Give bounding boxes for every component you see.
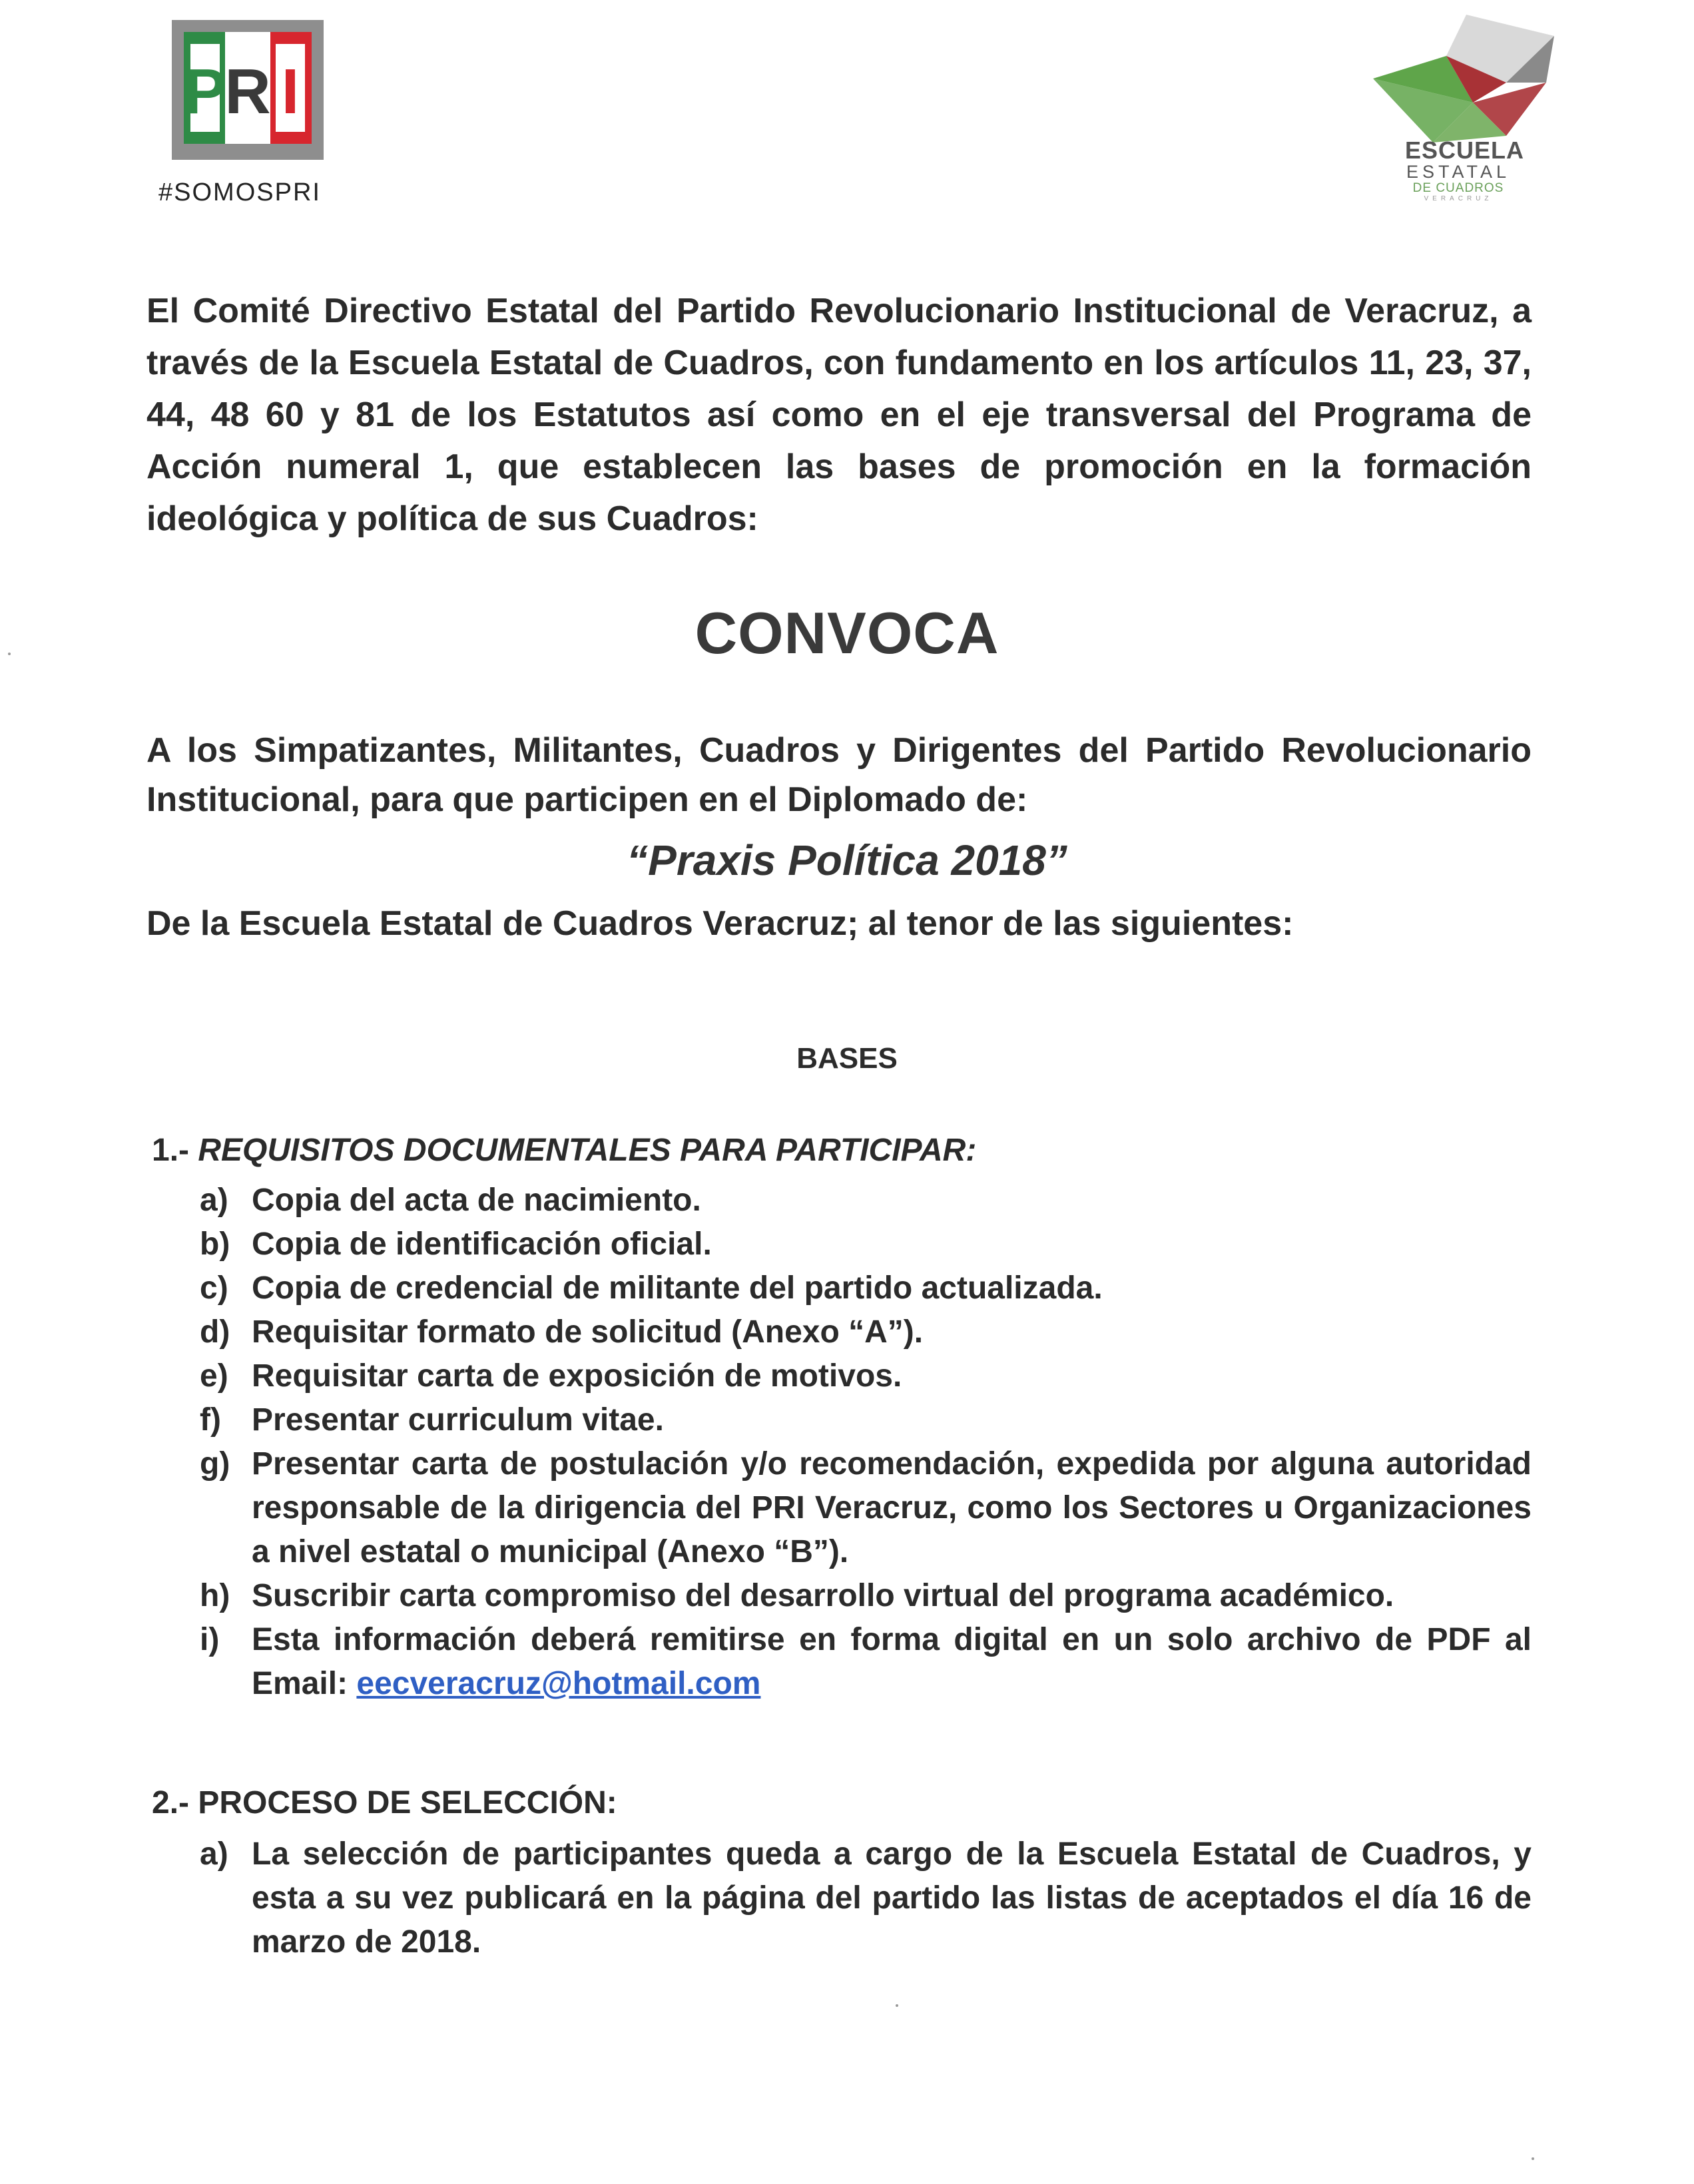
list-item <box>200 1179 1532 1223</box>
svg-text:P: P <box>183 56 227 127</box>
list-item-text: Esta información deberá remitirse en forma digital en un solo archivo de PDF al Email: <box>252 1622 1532 1701</box>
logo-line-escuela: ESCUELA <box>1405 136 1525 164</box>
section-1-title: REQUISITOS DOCUMENTALES PARA PARTICIPAR: <box>198 1133 977 1168</box>
list-item-letter: g) <box>200 1446 230 1482</box>
section-2-number: 2.- <box>152 1785 190 1820</box>
list-item-text: Requisitar formato de solicitud (Anexo “A”). <box>252 1314 924 1350</box>
escuela-estatal-logo-icon <box>1373 9 1559 142</box>
list-item <box>200 1223 1532 1266</box>
convoca-heading: CONVOCA <box>695 600 999 666</box>
list-item-text: Copia de identificación oficial. <box>252 1227 712 1262</box>
list-item <box>200 1832 1532 1964</box>
list-item-text: Requisitar carta de exposición de motivos. <box>252 1358 902 1394</box>
list-item-text: Presentar carta de postulación y/o recomendación, expedida por alguna autoridad responsable de la dirigencia del PRI Veracruz, como los Sectores u Organizaciones a nivel estatal o municipal (Anexo “B”). <box>252 1446 1532 1569</box>
list-item-text: Presentar curriculum vitae. <box>252 1402 664 1438</box>
diploma-title: “Praxis Política 2018” <box>627 836 1067 884</box>
section-1-heading <box>152 1132 976 1169</box>
scan-speck <box>896 2004 898 2007</box>
list-item <box>200 1442 1532 1574</box>
scan-speck <box>1532 2157 1534 2160</box>
section-2-title: PROCESO DE SELECCIÓN: <box>198 1785 617 1820</box>
bases-heading: BASES <box>796 1042 898 1075</box>
list-item-text: Suscribir carta compromiso del desarrollo virtual del programa académico. <box>252 1578 1394 1613</box>
list-item-text: La selección de participantes queda a cargo de la Escuela Estatal de Cuadros, y esta a su vez publicará en la página del partido las listas de aceptados el día 16 de marzo de 2018. <box>252 1836 1532 1960</box>
selection-list <box>200 1832 1532 1964</box>
list-item <box>200 1398 1532 1442</box>
call-paragraph: A los Simpatizantes, Militantes, Cuadros y Dirigentes del Partido Revolucionario Institucional, para que participen en el Diplomado de: <box>146 731 1532 819</box>
list-item <box>200 1618 1532 1706</box>
pri-logo-icon <box>172 20 324 160</box>
logo-line-de-cuadros: DE CUADROS <box>1412 181 1504 195</box>
call-paragraph-2: De la Escuela Estatal de Cuadros Veracruz; al tenor de las siguientes: <box>146 904 1294 943</box>
section-1-number: 1.- <box>152 1133 190 1168</box>
svg-text:I: I <box>281 56 300 127</box>
list-item <box>200 1310 1532 1354</box>
list-item-letter: d) <box>200 1314 230 1350</box>
list-item-text: Copia del acta de nacimiento. <box>252 1183 701 1218</box>
list-item-letter: a) <box>200 1836 228 1872</box>
list-item-letter: b) <box>200 1227 230 1262</box>
list-item-letter: c) <box>200 1270 228 1306</box>
intro-paragraph <box>146 285 1532 545</box>
escuela-estatal-logo-text <box>1405 136 1525 202</box>
logo-line-estatal: ESTATAL <box>1406 162 1511 182</box>
list-item <box>200 1266 1532 1310</box>
list-item-letter: i) <box>200 1622 220 1657</box>
list-item-letter: h) <box>200 1578 230 1613</box>
section-2-heading <box>152 1784 617 1821</box>
intro-text: El Comité Directivo Estatal del Partido Revolucionario Institucional de Veracruz, a través de la Escuela Estatal de Cuadros, con fundamento en los artículos 11, 23, 37, 44, 48 60 y 81 de los Estatutos así como en el eje transversal del Programa de Acción numeral 1, que establecen las bases de promoción en la formación ideológica y política de sus Cuadros: <box>146 292 1532 538</box>
list-item-letter: f) <box>200 1402 221 1438</box>
requirements-list <box>200 1179 1532 1706</box>
pri-hashtag: #SOMOSPRI <box>158 178 321 206</box>
logo-line-veracruz: VERACRUZ <box>1424 195 1493 202</box>
list-item <box>200 1354 1532 1398</box>
list-item-text-with-email <box>252 1618 1532 1706</box>
list-item-letter: a) <box>200 1183 228 1218</box>
svg-text:R: R <box>224 56 271 127</box>
list-item-letter: e) <box>200 1358 228 1394</box>
email-link[interactable]: eecveracruz@hotmail.com <box>356 1666 761 1701</box>
list-item <box>200 1574 1532 1618</box>
scan-speck <box>8 653 11 655</box>
list-item-text: Copia de credencial de militante del partido actualizada. <box>252 1270 1103 1306</box>
